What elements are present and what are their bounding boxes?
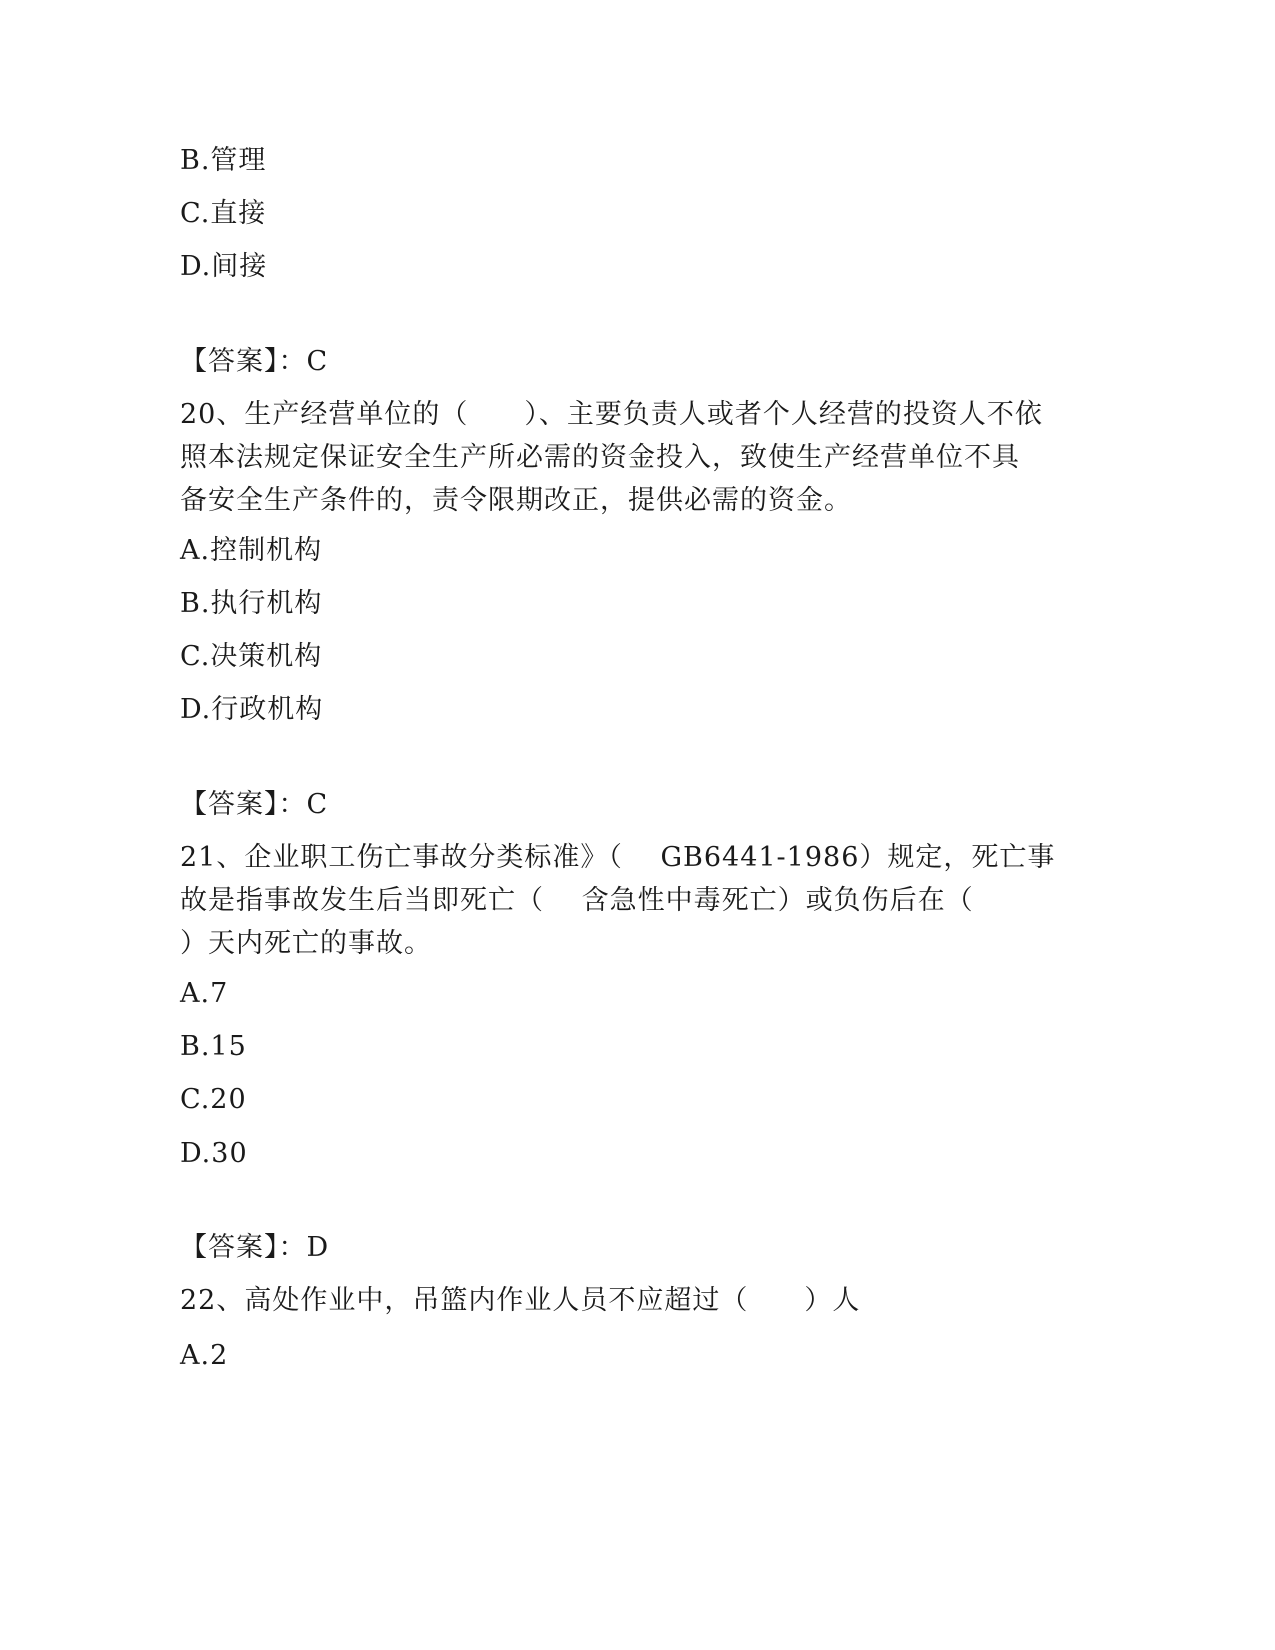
q21-answer: 【答案】：D: [180, 1232, 330, 1263]
q21-stem-line-3: ）天内死亡的事故。: [180, 928, 432, 959]
q19-answer: 【答案】：C: [180, 346, 329, 377]
q20-stem-line-1: 20、生产经营单位的（ ）、主要负责人或者个人经营的投资人不依: [180, 399, 1043, 430]
q19-option-d: D.间接: [180, 251, 268, 282]
q19-option-b: B.管理: [180, 145, 267, 176]
q21-stem: [180, 836, 1056, 965]
q21-option-c: C.20: [180, 1084, 247, 1115]
q20-option-a: A.控制机构: [180, 535, 323, 566]
q22-option-a: A.2: [180, 1340, 229, 1371]
q21-stem-line-1: 21、企业职工伤亡事故分类标准》（ GB6441-1986）规定，死亡事: [180, 842, 1056, 873]
q21-option-b: B.15: [180, 1031, 247, 1062]
q20-stem-line-3: 备安全生产条件的，责令限期改正，提供必需的资金。: [180, 485, 852, 516]
q21-stem-line-2: 故是指事故发生后当即死亡（ 含急性中毒死亡）或负伤后在（: [180, 885, 974, 916]
q20-stem: [180, 393, 1043, 522]
q22-stem: 22、高处作业中，吊篮内作业人员不应超过（ ）人: [180, 1285, 861, 1316]
q20-option-d: D.行政机构: [180, 694, 324, 725]
q20-option-c: C.决策机构: [180, 641, 323, 672]
q20-stem-line-2: 照本法规定保证安全生产所必需的资金投入，致使生产经营单位不具: [180, 442, 1020, 473]
q21-option-d: D.30: [180, 1138, 248, 1169]
q20-answer: 【答案】：C: [180, 789, 329, 820]
q19-option-c: C.直接: [180, 198, 267, 229]
q21-option-a: A.7: [180, 978, 229, 1009]
q20-option-b: B.执行机构: [180, 588, 323, 619]
